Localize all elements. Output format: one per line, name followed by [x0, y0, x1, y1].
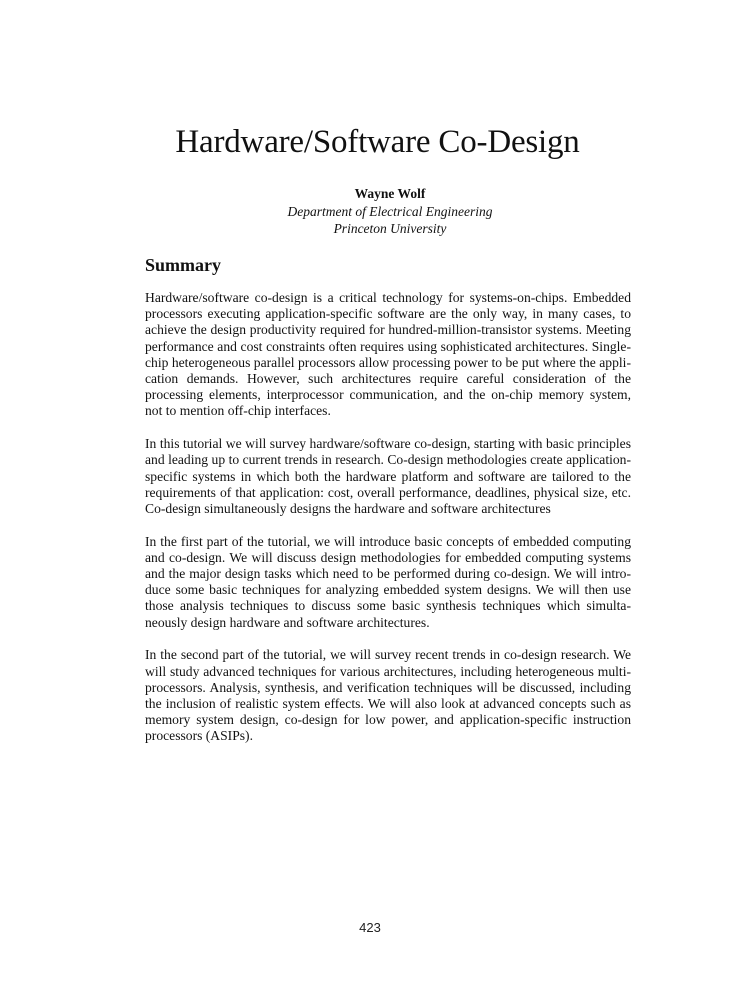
paragraph: In this tutorial we will survey hardware/software co-design, starting with basic principles and leading up to current trends in research. Co-design methodologies create application-specific systems in which both the hardware platform and software are tailored to the requirements of that application: cost, overall performance, deadlines, physical size, etc. Co-design simultaneously designs the hardware and software architectures — [145, 436, 631, 516]
author-university: Princeton University — [333, 221, 447, 236]
paragraph: In the second part of the tutorial, we will survey recent trends in co-design research. We will study advanced techniques for various architectures, including heterogeneous multiprocessors. Analysis, synthesis, and verification techniques will be discussed, including the inclusion of realistic system effects. We will also look at advanced concepts such as memory system design, co-design for low power, and application-specific instruction processors (ASIPs). — [145, 647, 631, 744]
page-number: 423 — [359, 920, 381, 935]
author-name: Wayne Wolf — [354, 186, 426, 201]
section-heading-summary: Summary — [145, 255, 221, 275]
summary-body — [145, 290, 631, 761]
paper-title: Hardware/Software Co-Design — [175, 124, 580, 160]
paragraph: In the first part of the tutorial, we will introduce basic concepts of embedded computing and co-design. We will discuss design methodologies for embedded computing systems and the major design tasks which need to be performed during co-design. We will introduce some basic techniques for analyzing embedded system designs. We will then use those analysis techniques to discuss some basic synthesis techniques which simultaneously design hardware and software architectures. — [145, 533, 631, 630]
paragraph: Hardware/software co-design is a critical technology for systems-on-chips. Embedded processors executing application-specific software are the only way, in many cases, to achieve the design productivity required for hundred-million-transistor systems. Meeting performance and cost constraints often requires using sophisticated architectures. Single-chip heterogeneous parallel processors allow processing power to be put where the application demands. However, such architectures require careful consideration of the processing elements, interprocessor communication, and the on-chip memory system, not to mention off-chip interfaces. — [145, 290, 631, 419]
author-department: Department of Electrical Engineering — [287, 204, 493, 219]
